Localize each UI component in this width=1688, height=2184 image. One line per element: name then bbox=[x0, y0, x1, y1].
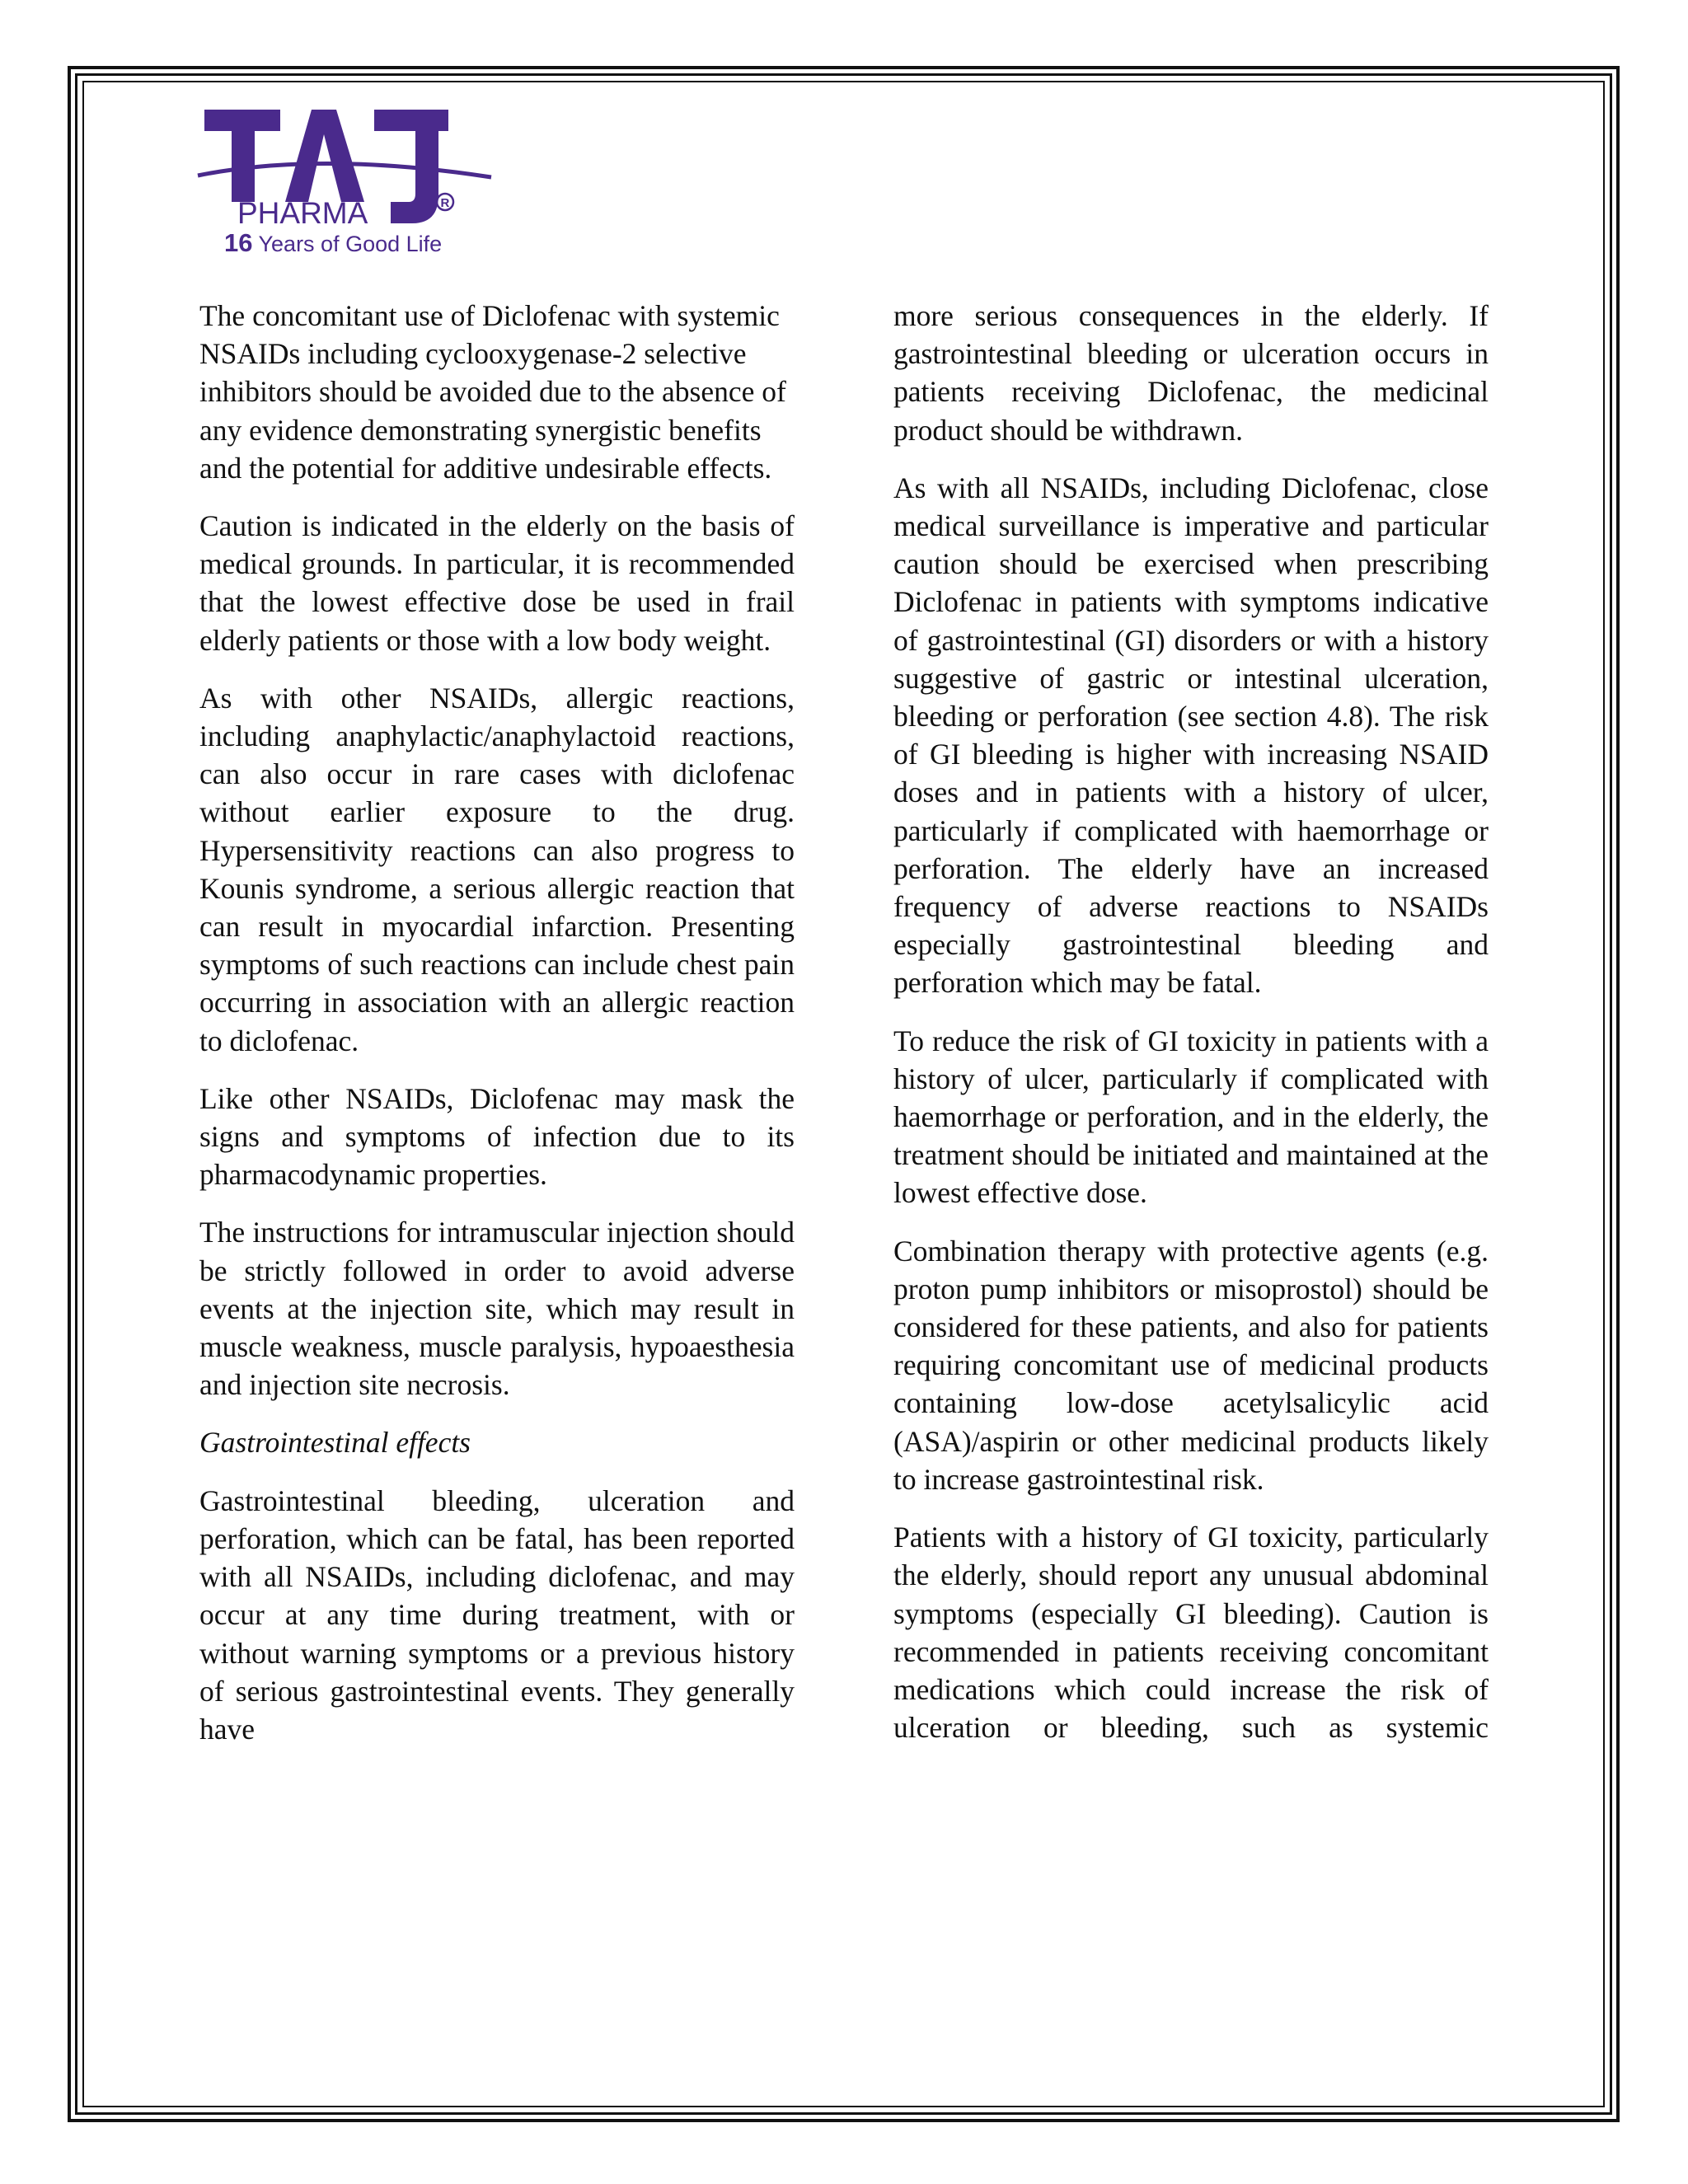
tagline-number: 16 bbox=[224, 228, 253, 257]
tagline-text: Years of Good Life bbox=[258, 232, 443, 256]
taj-pharma-logo bbox=[196, 103, 493, 268]
left-column bbox=[199, 297, 795, 1768]
right-column bbox=[893, 297, 1489, 1766]
paragraph-combination-therapy: Combination therapy with protective agents (e.g. proton pump inhibitors or misoprostol) should be considered for these patients, and also for patients requiring concomitant use of medicinal products containing low-dose acetylsalicylic acid (ASA)/aspirin or other medicinal products likely to increase gastrointestinal risk. bbox=[893, 1234, 1489, 1496]
paragraph-gi-bleeding: Gastrointestinal bleeding, ulceration and perforation, which can be fatal, has been reported with all NSAIDs, including diclofenac, and may occur at any time during treatment, with or without warning symptoms or a previous history of serious gastrointestinal events. They generally have bbox=[199, 1483, 795, 1746]
paragraph-intramuscular-injection: The instructions for intramuscular injection should be strictly followed in order to avoid adverse events at the injection site, which may result in muscle weakness, muscle paralysis, hypoaesthesia and injection site necrosis. bbox=[199, 1216, 795, 1402]
paragraph-serious-consequences: more serious consequences in the elderly. If gastrointestinal bleeding or ulceration occurs in patients receiving Diclofenac, the medicinal product should be withdrawn. bbox=[893, 299, 1489, 447]
brand-text: PHARMA bbox=[237, 196, 368, 227]
subheading-gastrointestinal-effects: Gastrointestinal effects bbox=[199, 1426, 471, 1460]
svg-text:R: R bbox=[440, 196, 450, 210]
paragraph-reduce-gi-toxicity: To reduce the risk of GI toxicity in patients with a history of ulcer, particularly if complicated with haemorrhage or perforation, and in the elderly, the treatment should be initiated and maintained at the lowest effective dose. bbox=[893, 1024, 1489, 1210]
taj-logo-mark bbox=[196, 103, 493, 227]
paragraph-allergic-reactions: As with other NSAIDs, allergic reactions, including anaphylactic/anaphylactoid reactions, can also occur in rare cases with diclofenac without earlier exposure to the drug. Hypersensitivity reactions can also progress to Kounis syndrome, a serious allergic reaction that can result in myocardial infarction. Presenting symptoms of such reactions can include chest pain occurring in association with an allergic reaction to diclofenac. bbox=[199, 681, 795, 1057]
paragraph-mask-infection: Like other NSAIDs, Diclofenac may mask the signs and symptoms of infection due to its pharmacodynamic properties. bbox=[199, 1081, 795, 1192]
paragraph-report-symptoms: Patients with a history of GI toxicity, particularly the elderly, should report any unusual abdominal symptoms (especially GI bleeding). Caution is recommended in patients receiving concomitant medications which could increase the risk of ulceration or bleeding, such as systemic bbox=[893, 1521, 1489, 1745]
paragraph-concomitant-use: The concomitant use of Diclofenac with systemic NSAIDs including cyclooxygenase-2 selective inhibitors should be avoided due to the absence of any evidence demonstrating synergistic benefits and the potential for additive undesirable effects. bbox=[199, 299, 786, 485]
paragraph-caution-elderly: Caution is indicated in the elderly on the basis of medical grounds. In particular, it is recommended that the lowest effective dose be used in frail elderly patients or those with a low body weight. bbox=[199, 509, 795, 657]
paragraph-medical-surveillance: As with all NSAIDs, including Diclofenac, close medical surveillance is imperative and particular caution should be exercised when prescribing Diclofenac in patients with symptoms indicative of gastrointestinal (GI) disorders or with a history suggestive of gastric or intestinal ulceration, bleeding or perforation (see section 4.8). The risk of GI bleeding is higher with increasing NSAID doses and in patients with a history of ulcer, particularly if complicated with haemorrhage or perforation. The elderly have an increased frequency of adverse reactions to NSAIDs especially gastrointestinal bleeding and perforation which may be fatal. bbox=[893, 471, 1489, 1000]
logo-tagline bbox=[224, 228, 442, 258]
